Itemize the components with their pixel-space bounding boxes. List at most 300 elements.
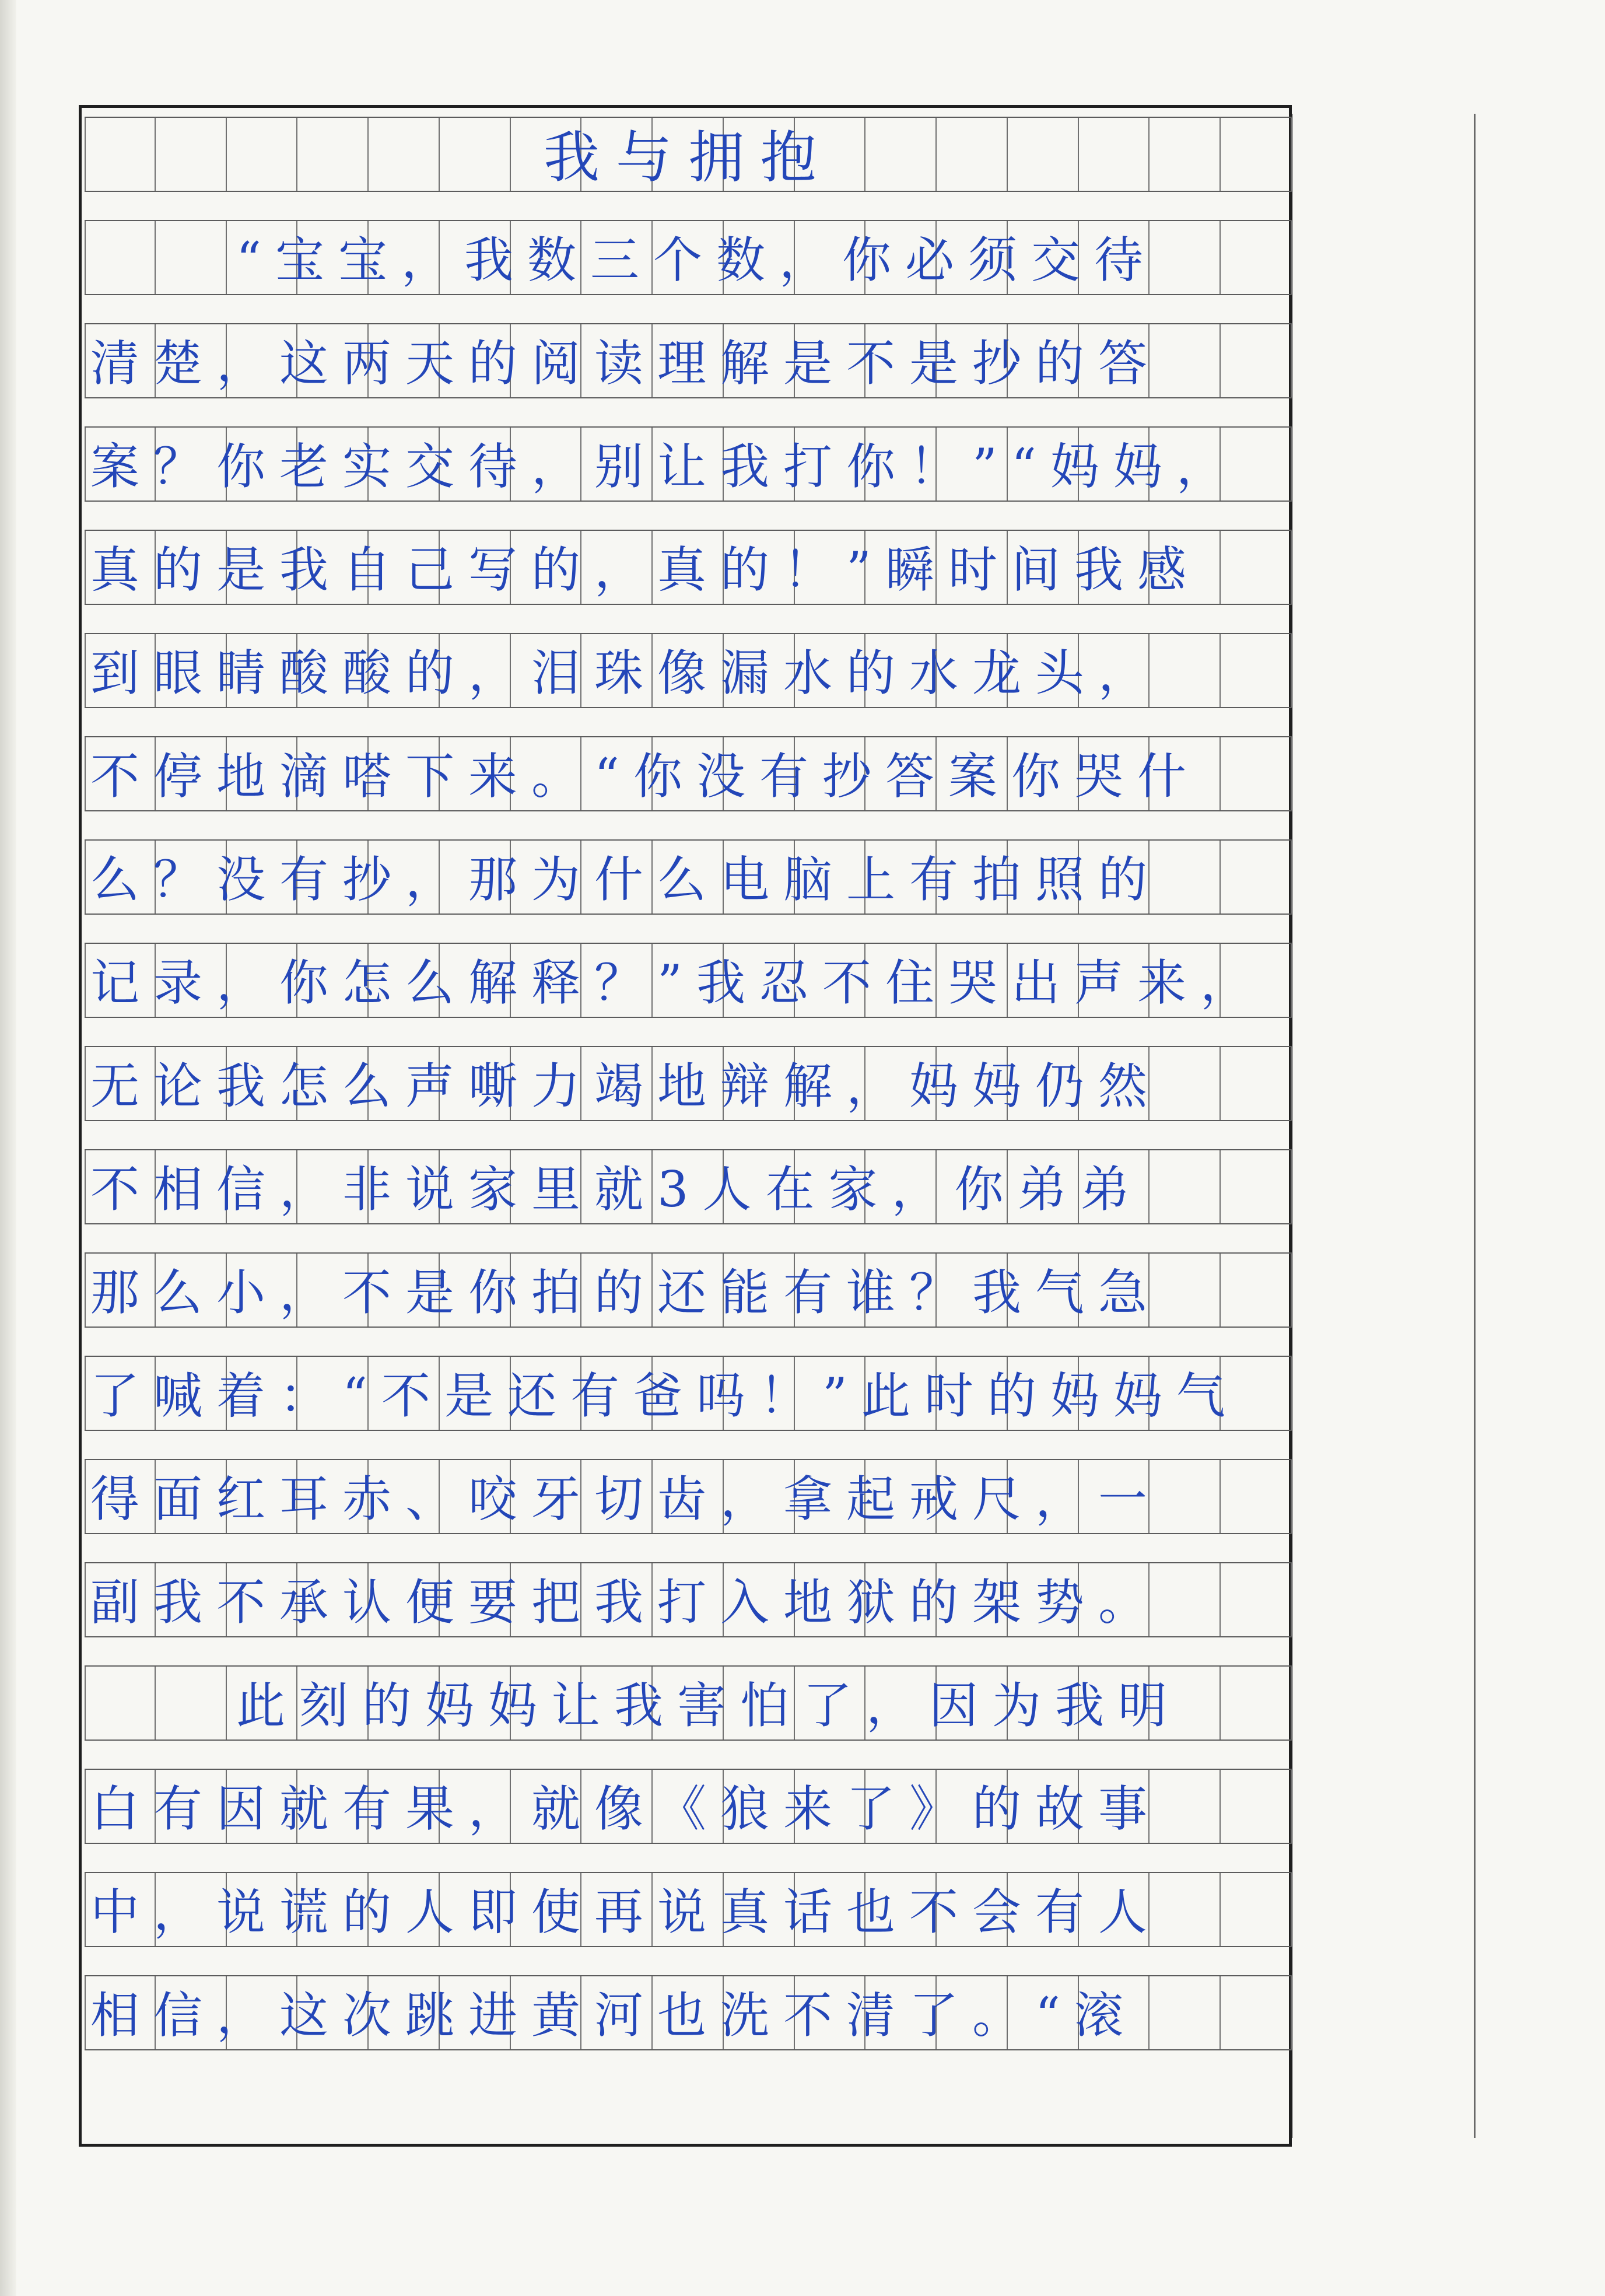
grid-cell bbox=[85, 531, 156, 604]
grid-cell bbox=[653, 1254, 724, 1326]
grid-cell bbox=[369, 634, 440, 707]
grid-cells bbox=[85, 1769, 1292, 1844]
grid-cell bbox=[369, 1770, 440, 1843]
grid-cell bbox=[1150, 221, 1221, 294]
grid-cell bbox=[1150, 1047, 1221, 1120]
grid-cell bbox=[1150, 324, 1221, 397]
grid-cell bbox=[440, 1047, 511, 1120]
grid-cells bbox=[85, 1149, 1292, 1224]
grid-cell bbox=[369, 1357, 440, 1430]
grid-cell bbox=[156, 221, 227, 294]
grid-cell bbox=[511, 1563, 582, 1636]
grid-cell bbox=[1079, 531, 1150, 604]
grid-cell bbox=[724, 1976, 795, 2049]
grid-cell bbox=[1079, 118, 1150, 191]
grid-cell bbox=[795, 1563, 866, 1636]
grid-cell bbox=[1221, 1976, 1292, 2049]
grid-cell bbox=[865, 944, 937, 1017]
grid-cell bbox=[581, 1150, 653, 1223]
grid-cells bbox=[85, 1872, 1292, 1947]
grid-cell bbox=[227, 221, 298, 294]
grid-cell bbox=[1150, 1254, 1221, 1326]
grid-cell bbox=[511, 841, 582, 914]
grid-cell bbox=[369, 1460, 440, 1533]
grid-cell bbox=[297, 1460, 369, 1533]
grid-cell bbox=[865, 324, 937, 397]
grid-cell bbox=[440, 1460, 511, 1533]
grid-cell bbox=[724, 324, 795, 397]
grid-cell bbox=[85, 1460, 156, 1533]
grid-cell bbox=[795, 737, 866, 810]
grid-cells bbox=[85, 943, 1292, 1018]
grid-cell bbox=[1008, 634, 1079, 707]
grid-cell bbox=[511, 1770, 582, 1843]
grid-cell bbox=[724, 1563, 795, 1636]
grid-cell bbox=[369, 841, 440, 914]
grid-cell bbox=[227, 1357, 298, 1430]
grid-cell bbox=[937, 1667, 1008, 1740]
grid-row bbox=[85, 1757, 1292, 1856]
essay-line: 相信，这次跳进黄河也洗不清了。“滚 bbox=[90, 1987, 1137, 2044]
grid-cell bbox=[1079, 1976, 1150, 2049]
grid-cell bbox=[1150, 1770, 1221, 1843]
grid-cell bbox=[297, 1150, 369, 1223]
grid-cell bbox=[1008, 1563, 1079, 1636]
grid-cell bbox=[937, 1976, 1008, 2049]
grid-cell bbox=[156, 944, 227, 1017]
grid-cell bbox=[297, 221, 369, 294]
grid-cell bbox=[795, 634, 866, 707]
grid-cell bbox=[724, 841, 795, 914]
grid-cell bbox=[1079, 1873, 1150, 1946]
grid-cell bbox=[653, 634, 724, 707]
grid-cell bbox=[937, 531, 1008, 604]
grid-cell bbox=[581, 324, 653, 397]
grid-cell bbox=[1008, 1150, 1079, 1223]
grid-cell bbox=[440, 944, 511, 1017]
grid-cell bbox=[297, 1254, 369, 1326]
grid-cell bbox=[1079, 1667, 1150, 1740]
essay-line: 记录，你怎么解释？”我忍不住哭出声来， bbox=[90, 954, 1263, 1012]
grid-cell bbox=[1008, 118, 1079, 191]
grid-cell bbox=[581, 1667, 653, 1740]
grid-cell bbox=[1008, 1770, 1079, 1843]
grid-cell bbox=[156, 634, 227, 707]
page-binding-edge bbox=[0, 0, 16, 2296]
grid-cell bbox=[937, 1563, 1008, 1636]
grid-cell bbox=[865, 1047, 937, 1120]
grid-cell bbox=[724, 1667, 795, 1740]
grid-cell bbox=[581, 1047, 653, 1120]
grid-cell bbox=[85, 324, 156, 397]
grid-cell bbox=[1008, 531, 1079, 604]
grid-cell bbox=[1008, 841, 1079, 914]
grid-cell bbox=[865, 1254, 937, 1326]
grid-cell bbox=[795, 841, 866, 914]
grid-cell bbox=[85, 1047, 156, 1120]
grid-cell bbox=[724, 1770, 795, 1843]
grid-cell bbox=[1150, 428, 1221, 501]
grid-cell bbox=[440, 428, 511, 501]
grid-cell bbox=[937, 1047, 1008, 1120]
grid-cell bbox=[369, 428, 440, 501]
grid-cell bbox=[227, 428, 298, 501]
grid-cell bbox=[1221, 531, 1292, 604]
grid-cell bbox=[937, 634, 1008, 707]
grid-cell bbox=[581, 531, 653, 604]
grid-cell bbox=[85, 1563, 156, 1636]
grid-row bbox=[85, 415, 1292, 514]
grid-cell bbox=[440, 531, 511, 604]
grid-cell bbox=[865, 118, 937, 191]
grid-cell bbox=[1008, 324, 1079, 397]
grid-cell bbox=[156, 118, 227, 191]
grid-cell bbox=[227, 841, 298, 914]
grid-cell bbox=[440, 1357, 511, 1430]
grid-cell bbox=[511, 428, 582, 501]
grid-cell bbox=[440, 1563, 511, 1636]
grid-cell bbox=[653, 1667, 724, 1740]
grid-cell bbox=[1008, 1667, 1079, 1740]
grid-cell bbox=[795, 1047, 866, 1120]
grid-cell bbox=[1079, 1460, 1150, 1533]
grid-cell bbox=[297, 531, 369, 604]
grid-cell bbox=[865, 1873, 937, 1946]
grid-cell bbox=[937, 944, 1008, 1017]
grid-cell bbox=[1150, 1976, 1221, 2049]
grid-cell bbox=[865, 221, 937, 294]
grid-cell bbox=[511, 737, 582, 810]
grid-cell bbox=[724, 1460, 795, 1533]
grid-row bbox=[85, 1860, 1292, 1959]
grid-cell bbox=[85, 118, 156, 191]
grid-cell bbox=[653, 737, 724, 810]
grid-cell bbox=[653, 1976, 724, 2049]
essay-line: 了喊着：“不是还有爸吗！”此时的妈妈气 bbox=[90, 1367, 1239, 1424]
grid-cell bbox=[297, 944, 369, 1017]
grid-cell bbox=[937, 737, 1008, 810]
grid-cell bbox=[1079, 737, 1150, 810]
grid-cell bbox=[297, 1047, 369, 1120]
grid-cell bbox=[795, 1976, 866, 2049]
grid-cell bbox=[297, 428, 369, 501]
grid-cell bbox=[1221, 221, 1292, 294]
grid-cell bbox=[297, 841, 369, 914]
grid-cell bbox=[227, 1460, 298, 1533]
grid-cell bbox=[1008, 1460, 1079, 1533]
grid-cell bbox=[511, 1460, 582, 1533]
grid-cell bbox=[865, 1976, 937, 2049]
grid-cells bbox=[85, 839, 1292, 915]
grid-cell bbox=[156, 1770, 227, 1843]
grid-cell bbox=[85, 634, 156, 707]
grid-row bbox=[85, 518, 1292, 617]
grid-cell bbox=[297, 1563, 369, 1636]
grid-cell bbox=[227, 1150, 298, 1223]
grid-cell bbox=[1150, 737, 1221, 810]
grid-cell bbox=[581, 1976, 653, 2049]
grid-row bbox=[85, 1964, 1292, 2063]
grid-cell bbox=[369, 531, 440, 604]
grid-cells bbox=[85, 426, 1292, 502]
grid-cells bbox=[85, 1046, 1292, 1121]
grid-cell bbox=[1008, 944, 1079, 1017]
grid-row bbox=[85, 1447, 1292, 1546]
grid-cell bbox=[581, 428, 653, 501]
grid-cell bbox=[1221, 1563, 1292, 1636]
grid-cell bbox=[297, 118, 369, 191]
grid-cell bbox=[511, 944, 582, 1017]
grid-cell bbox=[227, 634, 298, 707]
grid-cell bbox=[653, 841, 724, 914]
grid-cell bbox=[653, 1873, 724, 1946]
grid-cell bbox=[297, 634, 369, 707]
grid-row bbox=[85, 1034, 1292, 1133]
grid-cell bbox=[156, 737, 227, 810]
grid-cell bbox=[1008, 1047, 1079, 1120]
grid-cell bbox=[653, 1047, 724, 1120]
grid-cell bbox=[724, 118, 795, 191]
grid-cell bbox=[440, 634, 511, 707]
essay-line: 么？没有抄，那为什么电脑上有拍照的 bbox=[90, 851, 1162, 908]
grid-cell bbox=[156, 1667, 227, 1740]
grid-cell bbox=[85, 1976, 156, 2049]
grid-cell bbox=[937, 221, 1008, 294]
grid-cell bbox=[653, 428, 724, 501]
grid-cell bbox=[1079, 1150, 1150, 1223]
grid-cell bbox=[369, 1254, 440, 1326]
grid-cell bbox=[85, 737, 156, 810]
grid-cell bbox=[581, 1873, 653, 1946]
grid-cell bbox=[85, 841, 156, 914]
grid-cell bbox=[1008, 221, 1079, 294]
grid-cell bbox=[581, 944, 653, 1017]
essay-line: 无论我怎么声嘶力竭地辩解，妈妈仍然 bbox=[90, 1058, 1162, 1115]
grid-cell bbox=[795, 1150, 866, 1223]
grid-cells bbox=[85, 633, 1292, 708]
grid-cell bbox=[865, 1563, 937, 1636]
essay-line: 此刻的妈妈让我害怕了，因为我明 bbox=[236, 1677, 1182, 1734]
grid-cell bbox=[795, 221, 866, 294]
grid-cell bbox=[369, 118, 440, 191]
grid-cell bbox=[653, 221, 724, 294]
grid-cell bbox=[511, 1150, 582, 1223]
grid-cell bbox=[440, 737, 511, 810]
grid-cell bbox=[937, 324, 1008, 397]
grid-cell bbox=[724, 737, 795, 810]
grid-cell bbox=[724, 531, 795, 604]
grid-cell bbox=[369, 324, 440, 397]
grid-cell bbox=[227, 737, 298, 810]
grid-cell bbox=[581, 737, 653, 810]
grid-cell bbox=[156, 1976, 227, 2049]
grid-cell bbox=[1150, 841, 1221, 914]
grid-cell bbox=[1079, 428, 1150, 501]
grid-cell bbox=[795, 1770, 866, 1843]
grid-cells bbox=[85, 1356, 1292, 1431]
grid-cell bbox=[85, 1357, 156, 1430]
essay-title: 我与拥抱 bbox=[544, 125, 833, 190]
grid-cell bbox=[297, 324, 369, 397]
grid-cell bbox=[440, 1976, 511, 2049]
grid-cell bbox=[724, 944, 795, 1017]
grid-cell bbox=[511, 1254, 582, 1326]
grid-cells bbox=[85, 1252, 1292, 1328]
grid-cell bbox=[1079, 1357, 1150, 1430]
grid-cell bbox=[795, 531, 866, 604]
grid-cell bbox=[1008, 1873, 1079, 1946]
grid-cell bbox=[581, 634, 653, 707]
grid-cell bbox=[297, 1770, 369, 1843]
grid-cell bbox=[1150, 1667, 1221, 1740]
grid-cell bbox=[865, 1150, 937, 1223]
grid-row bbox=[85, 1654, 1292, 1753]
grid-cell bbox=[156, 324, 227, 397]
grid-cell bbox=[511, 1357, 582, 1430]
grid-cell bbox=[1150, 1150, 1221, 1223]
grid-cell bbox=[227, 1667, 298, 1740]
grid-row bbox=[85, 312, 1292, 411]
grid-cell bbox=[369, 1976, 440, 2049]
grid-cell bbox=[156, 1150, 227, 1223]
grid-cell bbox=[1079, 944, 1150, 1017]
grid-cell bbox=[937, 1460, 1008, 1533]
essay-line: 案？你老实交待，别让我打你！”“妈妈， bbox=[90, 438, 1239, 495]
grid-cell bbox=[1008, 428, 1079, 501]
grid-cell bbox=[156, 1460, 227, 1533]
grid-cell bbox=[795, 428, 866, 501]
grid-cell bbox=[440, 1254, 511, 1326]
grid-row bbox=[85, 1550, 1292, 1650]
grid-cell bbox=[865, 1357, 937, 1430]
grid-cell bbox=[1221, 634, 1292, 707]
grid-cell bbox=[369, 1150, 440, 1223]
grid-cell bbox=[369, 1667, 440, 1740]
grid-cell bbox=[1150, 1460, 1221, 1533]
grid-cell bbox=[227, 1976, 298, 2049]
essay-line: 到眼睛酸酸的，泪珠像漏水的水龙头， bbox=[90, 645, 1162, 702]
grid-cell bbox=[1150, 1357, 1221, 1430]
grid-cell bbox=[724, 1873, 795, 1946]
grid-cell bbox=[581, 118, 653, 191]
grid-cell bbox=[369, 1047, 440, 1120]
essay-line: 真的是我自己写的，真的！”瞬时间我感 bbox=[90, 541, 1200, 598]
grid-cell bbox=[511, 324, 582, 397]
grid-cell bbox=[1221, 324, 1292, 397]
grid-cell bbox=[227, 324, 298, 397]
grid-cell bbox=[1079, 1770, 1150, 1843]
grid-cell bbox=[1150, 1873, 1221, 1946]
grid-cell bbox=[795, 1873, 866, 1946]
grid-cell bbox=[865, 634, 937, 707]
grid-row bbox=[85, 828, 1292, 927]
grid-row bbox=[85, 931, 1292, 1030]
grid-cell bbox=[156, 1563, 227, 1636]
grid-cell bbox=[937, 1150, 1008, 1223]
grid-cell bbox=[297, 1357, 369, 1430]
grid-cells bbox=[85, 1459, 1292, 1534]
grid-cell bbox=[795, 1254, 866, 1326]
grid-cell bbox=[581, 1357, 653, 1430]
grid-row bbox=[85, 208, 1292, 307]
grid-cell bbox=[865, 531, 937, 604]
grid-cell bbox=[227, 118, 298, 191]
grid-cell bbox=[1221, 1047, 1292, 1120]
grid-cell bbox=[156, 428, 227, 501]
grid-cell bbox=[156, 1873, 227, 1946]
grid-cell bbox=[511, 118, 582, 191]
grid-cell bbox=[1221, 841, 1292, 914]
essay-line: 那么小，不是你拍的还能有谁？我气急 bbox=[90, 1264, 1162, 1321]
grid-cell bbox=[1221, 428, 1292, 501]
grid-cell bbox=[156, 1357, 227, 1430]
grid-cell bbox=[511, 1873, 582, 1946]
grid-cell bbox=[85, 944, 156, 1017]
grid-cells bbox=[85, 736, 1292, 811]
grid-cell bbox=[653, 1460, 724, 1533]
grid-cell bbox=[511, 221, 582, 294]
essay-line: “宝宝，我数三个数，你必须交待 bbox=[236, 232, 1157, 289]
grid-cell bbox=[85, 1667, 156, 1740]
grid-cell bbox=[297, 1976, 369, 2049]
essay-line: 不相信，非说家里就3人在家，你弟弟 bbox=[90, 1161, 1144, 1218]
grid-cell bbox=[227, 1770, 298, 1843]
grid-cell bbox=[1079, 1254, 1150, 1326]
grid-cell bbox=[1150, 118, 1221, 191]
right-margin bbox=[1292, 114, 1476, 2138]
grid-cell bbox=[440, 118, 511, 191]
essay-line: 清楚，这两天的阅读理解是不是抄的答 bbox=[90, 335, 1162, 392]
grid-cell bbox=[795, 324, 866, 397]
grid-cell bbox=[227, 531, 298, 604]
grid-cell bbox=[865, 1770, 937, 1843]
grid-cell bbox=[581, 841, 653, 914]
essay-line: 不停地滴嗒下来。“你没有抄答案你哭什 bbox=[90, 748, 1200, 805]
grid-cells bbox=[85, 117, 1292, 192]
grid-cell bbox=[1221, 1357, 1292, 1430]
grid-cell bbox=[581, 1254, 653, 1326]
grid-cell bbox=[440, 1770, 511, 1843]
grid-row bbox=[85, 1241, 1292, 1340]
grid-cell bbox=[440, 221, 511, 294]
grid-cell bbox=[1150, 1563, 1221, 1636]
grid-cell bbox=[653, 531, 724, 604]
grid-cell bbox=[795, 1667, 866, 1740]
grid-cell bbox=[937, 118, 1008, 191]
grid-cell bbox=[369, 737, 440, 810]
grid-cell bbox=[440, 1667, 511, 1740]
grid-cell bbox=[227, 1254, 298, 1326]
grid-cell bbox=[440, 324, 511, 397]
grid-cell bbox=[795, 1460, 866, 1533]
grid-cell bbox=[511, 1667, 582, 1740]
grid-cell bbox=[937, 1254, 1008, 1326]
grid-cell bbox=[440, 1150, 511, 1223]
grid-cell bbox=[297, 1667, 369, 1740]
grid-cell bbox=[85, 428, 156, 501]
grid-cell bbox=[369, 221, 440, 294]
grid-cell bbox=[156, 841, 227, 914]
grid-cell bbox=[1079, 1563, 1150, 1636]
grid-cell bbox=[653, 1150, 724, 1223]
grid-cells bbox=[85, 1562, 1292, 1637]
essay-line: 中，说谎的人即使再说真话也不会有人 bbox=[90, 1884, 1162, 1941]
grid-cell bbox=[369, 944, 440, 1017]
grid-cell bbox=[937, 1873, 1008, 1946]
grid-cells bbox=[85, 530, 1292, 605]
grid-cell bbox=[581, 1770, 653, 1843]
grid-cell bbox=[937, 428, 1008, 501]
